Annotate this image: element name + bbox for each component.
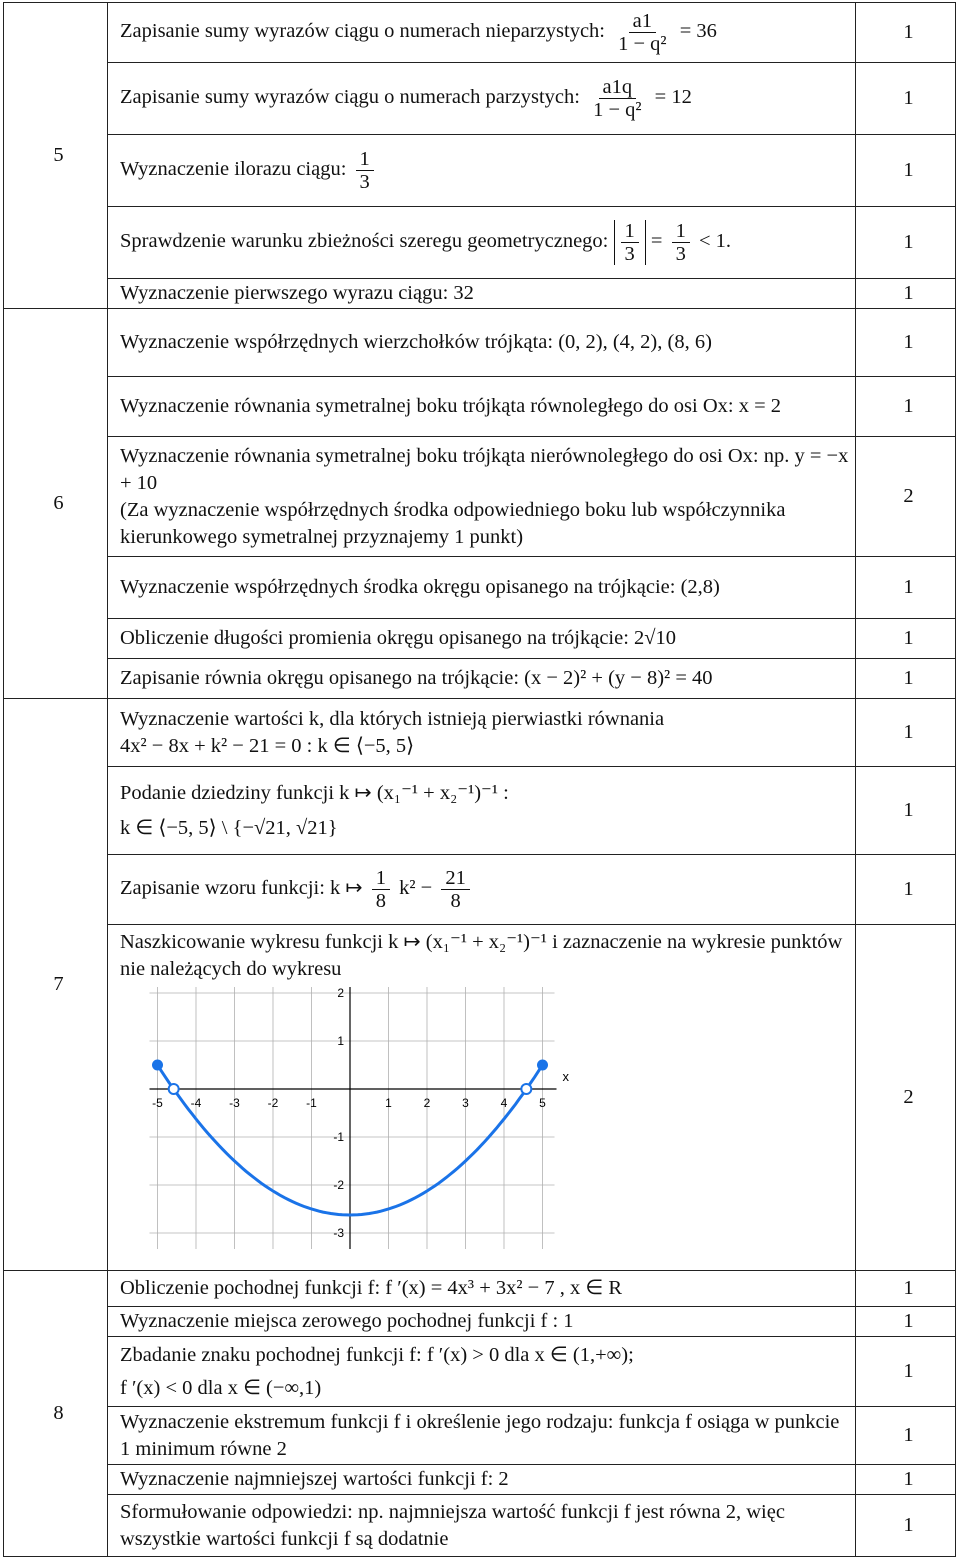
chart-container bbox=[120, 983, 849, 1257]
points: 1 bbox=[856, 767, 956, 855]
points: 1 bbox=[856, 3, 956, 63]
points: 1 bbox=[856, 135, 956, 207]
fraction bbox=[372, 867, 390, 912]
criterion-text: Wyznaczenie ilorazu ciągu: bbox=[120, 158, 347, 181]
points: 2 bbox=[856, 925, 956, 1271]
denominator: 3 bbox=[624, 243, 635, 265]
criterion-note: (Za wyznaczenie współrzędnych środka odpowiedniego boku lub współczynnika kierunkowego symetralnej przyznajemy 1 punkt) bbox=[120, 498, 786, 548]
fraction bbox=[621, 220, 639, 265]
denominator: 3 bbox=[675, 243, 686, 265]
points: 1 bbox=[856, 63, 956, 135]
criterion bbox=[108, 925, 856, 1271]
points: 1 bbox=[856, 659, 956, 699]
criterion: Wyznaczenie miejsca zerowego pochodnej funkcji f : 1 bbox=[108, 1307, 856, 1337]
criterion: Wyznaczenie współrzędnych środka okręgu opisanego na trójkącie: (2,8) bbox=[108, 557, 856, 619]
x-tick-label: 3 bbox=[462, 1096, 469, 1110]
denominator: 3 bbox=[359, 171, 370, 193]
points: 1 bbox=[856, 1307, 956, 1337]
y-tick-label: 2 bbox=[337, 987, 344, 1000]
criterion-text: Zapisanie wzoru funkcji: k ↦ bbox=[120, 877, 363, 900]
criterion bbox=[108, 135, 856, 207]
criterion bbox=[108, 207, 856, 279]
denominator: 8 bbox=[450, 890, 461, 912]
x-tick-label: -1 bbox=[306, 1096, 317, 1110]
criterion-text: Zapisanie sumy wyrazów ciągu o numerach nieparzystych: bbox=[120, 20, 605, 43]
criterion: Wyznaczenie równania symetralnej boku trójkąta równoległego do osi Ox: x = 2 bbox=[108, 377, 856, 437]
x-tick-label: -2 bbox=[267, 1096, 279, 1110]
criterion: Wyznaczenie współrzędnych wierzchołków trójkąta: (0, 2), (4, 2), (8, 6) bbox=[108, 309, 856, 377]
points: 1 bbox=[856, 619, 956, 659]
criterion bbox=[108, 1337, 856, 1407]
y-tick-label: -1 bbox=[333, 1130, 344, 1144]
y-tick-label: 1 bbox=[337, 1034, 344, 1048]
points: 1 bbox=[856, 1337, 956, 1407]
numerator: a1q bbox=[599, 76, 637, 99]
x-tick-label: -4 bbox=[190, 1096, 202, 1110]
criterion: Sformułowanie odpowiedzi: np. najmniejsza wartość funkcji f jest równa 2, więc wszystkie wartości funkcji f są dodatnie bbox=[108, 1495, 856, 1557]
points: 1 bbox=[856, 279, 956, 309]
equation-rhs: < 1. bbox=[698, 230, 732, 253]
criterion bbox=[108, 767, 856, 855]
criterion: Obliczenie długości promienia okręgu opisanego na trójkącie: 2√10 bbox=[108, 619, 856, 659]
criterion: Wyznaczenie pierwszego wyrazu ciągu: 32 bbox=[108, 279, 856, 309]
criterion-text: Podanie dziedziny funkcji k ↦ (x₁⁻¹ + x₂⁻¹)⁻¹ : bbox=[120, 781, 509, 804]
criterion bbox=[108, 437, 856, 557]
criterion-text: Wyznaczenie wartości k, dla których istnieją pierwiastki równania bbox=[120, 707, 665, 730]
criterion-formula: f ′(x) < 0 dla x ∈ (−∞,1) bbox=[120, 1376, 322, 1399]
points: 1 bbox=[856, 309, 956, 377]
criterion-text: Zapisanie sumy wyrazów ciągu o numerach parzystych: bbox=[120, 86, 580, 109]
denominator: 8 bbox=[375, 890, 386, 912]
criterion-text: Wyznaczenie równania symetralnej boku trójkąta nierównoległego do osi Ox: np. y = −x + 10 bbox=[120, 444, 849, 494]
x-tick-label: 1 bbox=[385, 1096, 392, 1110]
formula-middle: k² − bbox=[399, 877, 433, 900]
criterion: Wyznaczenie najmniejszej wartości funkcji f: 2 bbox=[108, 1465, 856, 1495]
equation-rhs: = 36 bbox=[679, 20, 717, 43]
criterion-text: Zbadanie znaku pochodnej funkcji f: f ′(x) > 0 dla x ∈ (1,+∞); bbox=[120, 1343, 634, 1366]
points: 1 bbox=[856, 1465, 956, 1495]
points: 1 bbox=[856, 1495, 956, 1557]
criterion: Obliczenie pochodnej funkcji f: f ′(x) = 4x³ + 3x² − 7 , x ∈ R bbox=[108, 1271, 856, 1307]
denominator: 1 − q² bbox=[618, 33, 667, 55]
x-tick-label: 4 bbox=[500, 1096, 508, 1110]
points: 1 bbox=[856, 557, 956, 619]
x-tick-label: 5 bbox=[539, 1096, 546, 1110]
fraction bbox=[356, 148, 374, 193]
task-number: 8 bbox=[4, 1271, 108, 1557]
criterion bbox=[108, 699, 856, 767]
x-tick-label: -3 bbox=[229, 1096, 240, 1110]
numerator: 21 bbox=[441, 867, 470, 890]
x-axis-label: x bbox=[562, 1069, 569, 1084]
numerator: 1 bbox=[621, 220, 639, 243]
excluded-point bbox=[169, 1084, 179, 1094]
numerator: 1 bbox=[356, 148, 374, 171]
fraction bbox=[614, 10, 670, 55]
x-tick-label: 2 bbox=[423, 1096, 431, 1110]
excluded-point bbox=[521, 1084, 531, 1094]
criterion: Wyznaczenie ekstremum funkcji f i określenie jego rodzaju: funkcja f osiąga w punkcie 1 minimum równe 2 bbox=[108, 1407, 856, 1465]
points: 1 bbox=[856, 855, 956, 925]
criterion-formula: 4x² − 8x + k² − 21 = 0 : k ∈ ⟨−5, 5⟩ bbox=[120, 734, 415, 757]
function-graph bbox=[120, 987, 580, 1249]
criterion-formula: k ∈ ⟨−5, 5⟩ \ {−√21, √21} bbox=[120, 816, 338, 839]
points: 1 bbox=[856, 1271, 956, 1307]
criterion bbox=[108, 855, 856, 925]
numerator: 1 bbox=[672, 220, 690, 243]
fraction bbox=[589, 76, 645, 121]
numerator: 1 bbox=[372, 867, 390, 890]
closed-endpoint bbox=[537, 1060, 548, 1071]
criterion bbox=[108, 63, 856, 135]
grading-table bbox=[3, 2, 956, 1557]
task-number: 5 bbox=[4, 3, 108, 309]
criterion-text: Naszkicowanie wykresu funkcji k ↦ (x₁⁻¹ + x₂⁻¹)⁻¹ i zaznaczenie na wykresie punktów nie należących do wykresu bbox=[120, 931, 843, 980]
points: 1 bbox=[856, 1407, 956, 1465]
criterion bbox=[108, 3, 856, 63]
equals-sign: = bbox=[650, 230, 663, 253]
criterion: Zapisanie równia okręgu opisanego na trójkącie: (x − 2)² + (y − 8)² = 40 bbox=[108, 659, 856, 699]
task-number: 7 bbox=[4, 699, 108, 1271]
numerator: a1 bbox=[629, 10, 656, 33]
closed-endpoint bbox=[152, 1060, 163, 1071]
points: 2 bbox=[856, 437, 956, 557]
criterion-text: Sprawdzenie warunku zbieżności szeregu geometrycznego: bbox=[120, 230, 609, 253]
y-tick-label: -3 bbox=[333, 1226, 344, 1240]
denominator: 1 − q² bbox=[593, 99, 642, 121]
x-tick-label: -5 bbox=[152, 1096, 163, 1110]
absolute-value bbox=[614, 220, 646, 265]
y-tick-label: -2 bbox=[333, 1178, 344, 1192]
fraction bbox=[441, 867, 470, 912]
points: 1 bbox=[856, 377, 956, 437]
points: 1 bbox=[856, 207, 956, 279]
fraction bbox=[672, 220, 690, 265]
points: 1 bbox=[856, 699, 956, 767]
equation-rhs: = 12 bbox=[654, 86, 692, 109]
task-number: 6 bbox=[4, 309, 108, 699]
